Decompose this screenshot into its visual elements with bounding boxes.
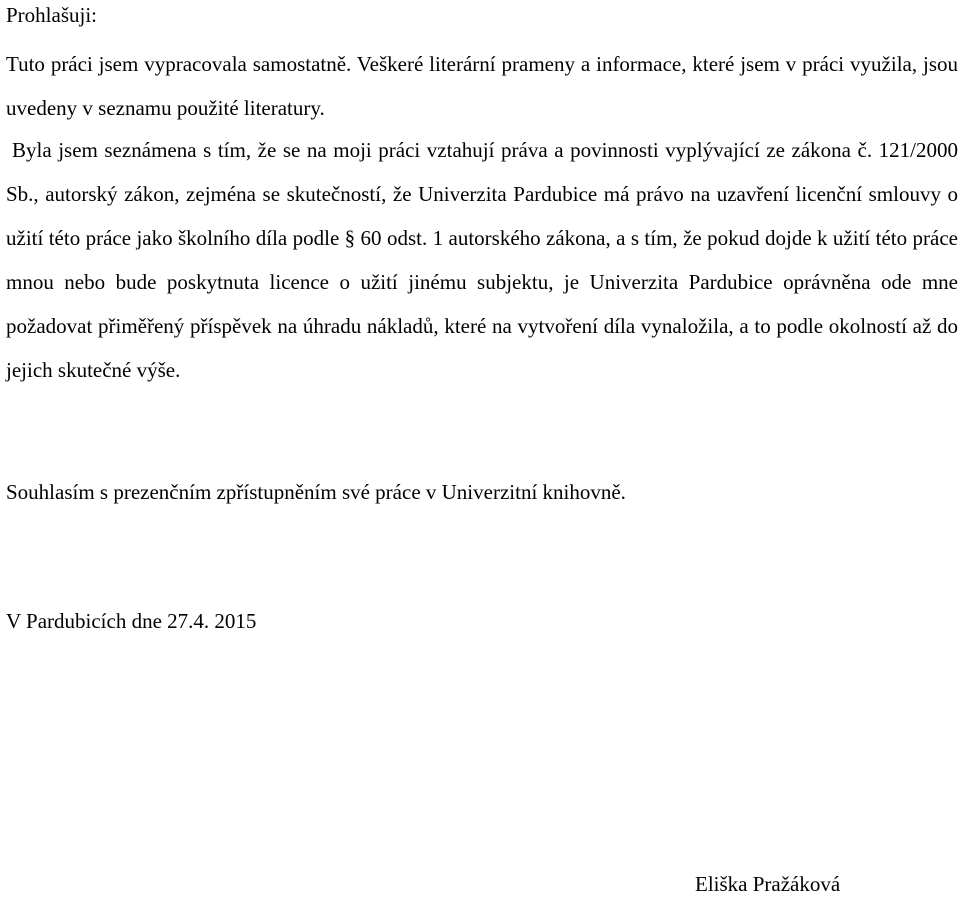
place-and-date: V Pardubicích dne 27.4. 2015 — [6, 609, 257, 633]
author-signature-name: Eliška Pražáková — [695, 872, 841, 896]
library-consent-statement: Souhlasím s prezenčním zpřístupněním své práce v Univerzitní knihovně. — [6, 480, 626, 504]
copyright-statement-text: Byla jsem seznámena s tím, že se na moji práci vztahují práva a povinnosti vyplývající ze zákona č. 121/2000 Sb., autorský zákon, zejména se skutečností, že Univerzita Pardubice má právo na uzavření licenční smlouvy o užití této práce jako školního díla podle § 60 odst. 1 autorského zákona, a s tím, že pokud dojde k užití této práce mnou nebo bude poskytnuta licence o užití jinému subjektu, je Univerzita Pardubice oprávněna ode mne požadovat přiměřený příspěvek na úhradu nákladů, které na vytvoření díla vynaložila, a to podle okolností až do jejich skutečné výše. — [6, 138, 958, 382]
copyright-statement — [6, 128, 958, 392]
declaration-heading: Prohlašuji: — [6, 3, 98, 27]
originality-statement: Tuto práci jsem vypracovala samostatně. Veškeré literární prameny a informace, které jsem v práci využila, jsou uvedeny v seznamu použité literatury. — [6, 52, 958, 120]
